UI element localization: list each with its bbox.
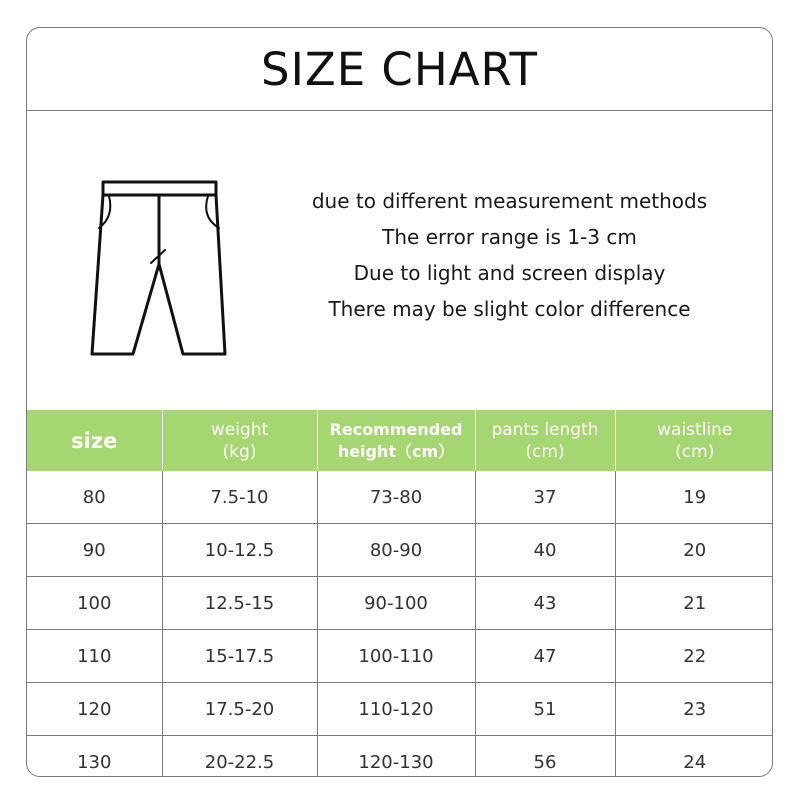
cell-waistline: 24: [683, 751, 707, 773]
header-label: waistline: [657, 419, 733, 440]
cell-height: 110-120: [317, 683, 475, 736]
pants-illustration-icon: [85, 178, 235, 363]
notes-block: [267, 183, 752, 327]
table-row: [27, 736, 773, 778]
note-line: due to different measurement methods: [311, 189, 708, 213]
header-waistline: [615, 410, 773, 471]
cell-pants-length: 47: [475, 630, 615, 683]
table-header-row: [27, 410, 773, 471]
cell-weight: 12.5-15: [162, 577, 317, 630]
cell-size: 130: [27, 736, 162, 778]
cell-waistline: 19: [615, 471, 773, 524]
cell-height: 80-90: [317, 524, 475, 577]
cell-weight: 15-17.5: [162, 630, 317, 683]
table-row: [27, 471, 773, 524]
header-label: Recommended: [329, 419, 463, 439]
cell-waistline: 21: [615, 577, 773, 630]
cell-size: 120: [27, 683, 162, 736]
cell-height: 90-100: [317, 577, 475, 630]
cell-height: 100-110: [317, 630, 475, 683]
cell-size: 80: [27, 471, 162, 524]
header-pants-length: [475, 410, 615, 471]
cell-weight: 7.5-10: [162, 471, 317, 524]
cell-weight: 10-12.5: [162, 524, 317, 577]
cell-height: 120-130: [317, 736, 475, 778]
table-row: [27, 577, 773, 630]
note-line: There may be slight color difference: [328, 297, 691, 321]
cell-weight: 20-22.5: [162, 736, 317, 778]
cell-waistline: 23: [615, 683, 773, 736]
cell-waistline: 22: [615, 630, 773, 683]
table-row: [27, 683, 773, 736]
cell-pants-length: 43: [475, 577, 615, 630]
size-chart-card: [26, 27, 773, 777]
header-label: weight: [210, 419, 269, 440]
header-unit: (cm): [675, 441, 715, 462]
cell-size: 90: [27, 524, 162, 577]
size-table: [27, 410, 773, 777]
cell-height: 73-80: [317, 471, 475, 524]
cell-pants-length: 37: [475, 471, 615, 524]
table-row: [27, 524, 773, 577]
cell-weight: 17.5-20: [162, 683, 317, 736]
title-bar: [27, 28, 772, 111]
cell-pants-length: 56: [475, 736, 615, 778]
header-unit: (kg): [222, 441, 257, 462]
note-line: The error range is 1-3 cm: [382, 225, 637, 249]
header-unit: (cm): [525, 441, 565, 462]
header-weight: [162, 410, 317, 471]
header-unit: height（cm）: [337, 441, 455, 461]
page-title: SIZE CHART: [261, 42, 538, 96]
header-size: [27, 410, 162, 471]
cell-pants-length: 51: [475, 683, 615, 736]
cell-size: 100: [27, 577, 162, 630]
note-line: Due to light and screen display: [353, 261, 666, 285]
cell-waistline: 20: [615, 524, 773, 577]
table-row: [27, 630, 773, 683]
header-height: [317, 410, 475, 471]
cell-size: 110: [27, 630, 162, 683]
header-label: size: [71, 428, 118, 453]
header-label: pants length: [491, 419, 599, 440]
cell-pants-length: 40: [475, 524, 615, 577]
